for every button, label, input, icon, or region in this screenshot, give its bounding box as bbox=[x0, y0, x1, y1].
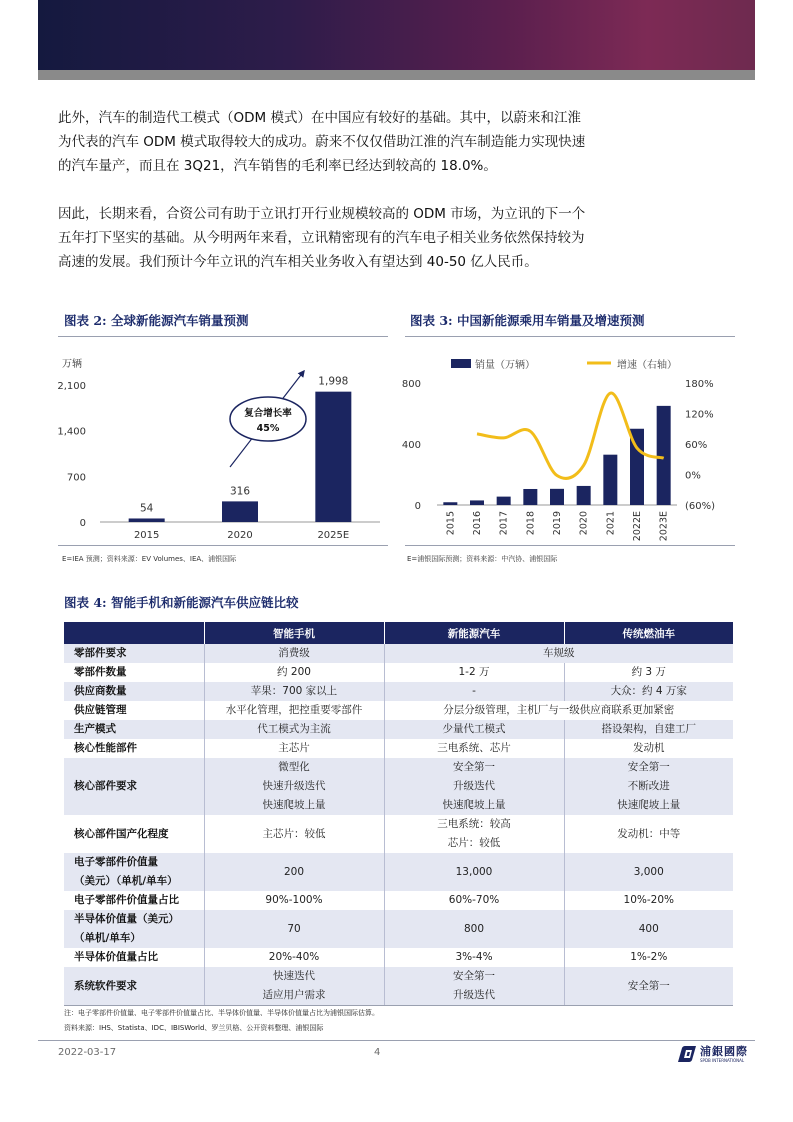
cell-line: 200 bbox=[283, 865, 305, 878]
spdb-logo-icon bbox=[676, 1044, 698, 1064]
cell-line: 搭设架构，自建工厂 bbox=[601, 723, 696, 735]
table-header-blank bbox=[64, 622, 204, 644]
cell-line: 水平化管理，把控重要零部件 bbox=[225, 704, 363, 716]
cell-line: 90%-100% bbox=[265, 894, 323, 906]
cell-line: - bbox=[472, 685, 476, 697]
cell-ice bbox=[564, 948, 733, 967]
cell-line: 快速爬坡上量 bbox=[442, 799, 506, 811]
cell-line: （单机/单车） bbox=[74, 932, 141, 944]
figure-4-title: 图表 4: 智能手机和新能源汽车供应链比较 bbox=[64, 595, 299, 610]
cell-nev bbox=[384, 663, 564, 682]
cagr-value: 45% bbox=[256, 423, 280, 434]
x-tick-label: 2017 bbox=[498, 511, 510, 536]
cell-line: 消费级 bbox=[278, 647, 310, 659]
table-row bbox=[64, 967, 733, 1005]
legend-label-growth: 增速（右轴） bbox=[617, 360, 677, 371]
cell-line: 车规级 bbox=[543, 647, 575, 659]
figure-2-title: 图表 2: 全球新能源汽车销量预测 bbox=[64, 313, 249, 328]
x-tick-label: 2025E bbox=[317, 530, 350, 541]
table-footnote: 注：电子零部件价值量、电子零部件价值量占比、半导体价值量、半导体价值量占比为浦银国际估算。 bbox=[64, 1009, 379, 1017]
cell-line: 系统软件要求 bbox=[74, 979, 137, 992]
cell-line: 代工模式为主流 bbox=[257, 723, 331, 735]
logo-cn-text: 浦銀國際 bbox=[700, 1045, 748, 1058]
cell-line: 核心部件要求 bbox=[74, 780, 137, 792]
sales-bar bbox=[443, 502, 457, 505]
chart-global-nev-sales-svg bbox=[58, 337, 388, 547]
table-row bbox=[64, 910, 733, 948]
cell-nev-and-ice bbox=[384, 644, 733, 663]
supply-chain-comparison-table bbox=[64, 622, 733, 1006]
cell-line: 微型化 bbox=[278, 761, 310, 773]
left-y-tick-label: 0 bbox=[414, 501, 421, 512]
cell-line: 3,000 bbox=[633, 865, 664, 878]
row-label bbox=[64, 739, 204, 758]
cell-nev bbox=[384, 948, 564, 967]
cell-ice bbox=[564, 815, 733, 853]
table-header-ice: 传统燃油车 bbox=[564, 622, 733, 644]
cell-line: 1-2 万 bbox=[458, 666, 490, 678]
row-label bbox=[64, 853, 204, 891]
cell-line: 3%-4% bbox=[455, 951, 493, 963]
cell-line: 发动机：中等 bbox=[617, 827, 681, 840]
cell-smartphone bbox=[204, 644, 384, 663]
cell-nev bbox=[384, 739, 564, 758]
bar-value-label: 316 bbox=[229, 485, 251, 498]
cell-smartphone bbox=[204, 910, 384, 948]
left-y-tick-label: 800 bbox=[401, 379, 421, 390]
bar-value-label: 1,998 bbox=[318, 375, 349, 388]
cell-nev bbox=[384, 967, 564, 1005]
cell-line: 供应商数量 bbox=[74, 685, 127, 697]
cell-line: 三电系统：较高 bbox=[437, 818, 511, 830]
table-row bbox=[64, 815, 733, 853]
cell-line: 不断改进 bbox=[627, 780, 670, 792]
cell-ice bbox=[564, 910, 733, 948]
cell-ice bbox=[564, 682, 733, 701]
table-header-nev: 新能源汽车 bbox=[384, 622, 564, 644]
table-source-note: 资料来源：IHS、Statista、IDC、IBISWorld、罗兰贝格、公开资料整理、浦银国际 bbox=[64, 1024, 324, 1032]
chart-china-nev-sales-svg bbox=[401, 337, 735, 547]
cell-smartphone bbox=[204, 701, 384, 720]
spdb-logo bbox=[676, 1042, 756, 1066]
cell-line: 主芯片 bbox=[278, 742, 310, 754]
cell-smartphone bbox=[204, 967, 384, 1005]
y-tick-label: 700 bbox=[66, 472, 86, 484]
row-label bbox=[64, 758, 204, 815]
cell-ice bbox=[564, 758, 733, 815]
cell-ice bbox=[564, 853, 733, 891]
cell-nev bbox=[384, 720, 564, 739]
cell-line: 主芯片：较低 bbox=[262, 827, 326, 840]
cell-line: 适应用户需求 bbox=[262, 989, 326, 1001]
cell-nev bbox=[384, 910, 564, 948]
table-row bbox=[64, 663, 733, 682]
cell-line: 三电系统、芯片 bbox=[437, 742, 511, 754]
y-tick-label: 0 bbox=[79, 518, 86, 529]
cell-line: 快速爬坡上量 bbox=[617, 799, 681, 811]
cell-ice bbox=[564, 663, 733, 682]
x-tick-label: 2022E bbox=[632, 511, 643, 542]
cell-line: 20%-40% bbox=[268, 951, 320, 963]
cell-line: 半导体价值量（美元） bbox=[74, 913, 179, 925]
figure-3-source-note: E=浦银国际预测；资料来源：中汽协、浦银国际 bbox=[407, 555, 558, 563]
cell-ice bbox=[564, 739, 733, 758]
row-label bbox=[64, 967, 204, 1005]
header-banner-stripe bbox=[38, 70, 755, 80]
cell-smartphone bbox=[204, 720, 384, 739]
cell-line: 大众：约 4 万家 bbox=[610, 685, 687, 697]
cell-line: 发动机 bbox=[633, 742, 665, 754]
cell-line: 快速迭代 bbox=[273, 970, 315, 982]
table-row bbox=[64, 948, 733, 967]
cell-smartphone bbox=[204, 682, 384, 701]
y-axis-unit-label: 万辆 bbox=[62, 359, 82, 370]
cell-smartphone bbox=[204, 948, 384, 967]
row-label bbox=[64, 682, 204, 701]
cagr-ellipse bbox=[230, 397, 306, 441]
cell-ice bbox=[564, 891, 733, 910]
bar-value-label: 54 bbox=[139, 502, 154, 515]
cell-line: 约 200 bbox=[277, 666, 311, 678]
bar bbox=[222, 501, 258, 522]
figure-2-source-note: E=IEA 预测；资料来源：EV Volumes、IEA、浦银国际 bbox=[62, 555, 237, 563]
cell-smartphone bbox=[204, 891, 384, 910]
row-label bbox=[64, 948, 204, 967]
body-paragraph-1: 此外，汽车的制造代工模式（ODM 模式）在中国应有较好的基础。其中，以蔚来和江淮为代表的汽车 ODM 模式取得较大的成功。蔚来不仅仅借助江淮的汽车制造能力实现快速的汽车量产，而且在 3Q21，汽车销售的毛利率已经达到较高的 18.0%。 bbox=[58, 110, 586, 174]
row-label bbox=[64, 910, 204, 948]
table-body bbox=[64, 644, 733, 1005]
cell-line: 安全第一 bbox=[627, 979, 670, 992]
cell-nev bbox=[384, 853, 564, 891]
row-label bbox=[64, 663, 204, 682]
x-tick-label: 2023E bbox=[658, 511, 670, 542]
x-tick-label: 2016 bbox=[472, 511, 483, 536]
right-y-tick-label: (60%) bbox=[685, 501, 716, 512]
sales-bar bbox=[603, 455, 617, 505]
y-tick-label: 1,400 bbox=[57, 426, 86, 438]
cell-line: 快速升级迭代 bbox=[262, 780, 326, 792]
cell-line: 60%-70% bbox=[448, 894, 500, 906]
sales-bar bbox=[657, 406, 671, 505]
x-tick-label: 2020 bbox=[578, 511, 590, 536]
cell-line: 分层分级管理，主机厂与一级供应商联系更加紧密 bbox=[443, 704, 675, 716]
cell-line: 升级迭代 bbox=[453, 780, 495, 792]
bar bbox=[315, 392, 351, 522]
cell-line: （美元）（单机/单车） bbox=[74, 875, 178, 887]
sales-bar bbox=[577, 486, 591, 505]
table-row bbox=[64, 682, 733, 701]
legend-label-sales: 销量（万辆） bbox=[475, 360, 535, 371]
bar bbox=[129, 518, 165, 522]
table-row bbox=[64, 891, 733, 910]
footer-date: 2022-03-17 bbox=[58, 1047, 117, 1058]
x-tick-label: 2020 bbox=[227, 530, 253, 541]
table-row bbox=[64, 853, 733, 891]
right-y-tick-label: 60% bbox=[685, 440, 708, 451]
sales-bar bbox=[497, 497, 511, 505]
cell-line: 供应链管理 bbox=[74, 704, 127, 716]
chart-global-nev-sales bbox=[58, 336, 388, 546]
cell-line: 快速爬坡上量 bbox=[262, 799, 326, 811]
table-row bbox=[64, 739, 733, 758]
cell-line: 核心部件国产化程度 bbox=[74, 827, 169, 840]
cell-line: 70 bbox=[287, 922, 301, 935]
row-label bbox=[64, 815, 204, 853]
x-tick-label: 2018 bbox=[525, 511, 537, 536]
table-row bbox=[64, 644, 733, 663]
body-paragraph-2: 因此，长期来看，合资公司有助于立讯打开行业规模较高的 ODM 市场，为立讯的下一个五年打下坚实的基础。从今明两年来看，立讯精密现有的汽车电子相关业务依然保持较为高速的发展。我们预计今年立讯的汽车相关业务收入有望达到 40-50 亿人民币。 bbox=[58, 206, 586, 270]
page-number: 4 bbox=[374, 1047, 381, 1058]
row-label bbox=[64, 644, 204, 663]
row-label bbox=[64, 891, 204, 910]
x-tick-label: 2019 bbox=[552, 511, 563, 536]
cell-nev bbox=[384, 815, 564, 853]
x-tick-label: 2015 bbox=[445, 511, 457, 536]
right-y-tick-label: 120% bbox=[685, 409, 714, 421]
right-y-tick-label: 0% bbox=[685, 470, 701, 482]
cell-line: 安全第一 bbox=[627, 761, 670, 773]
table-row bbox=[64, 701, 733, 720]
legend-swatch-sales bbox=[451, 359, 471, 368]
y-tick-label: 2,100 bbox=[57, 381, 86, 392]
cell-nev bbox=[384, 891, 564, 910]
footer-divider bbox=[38, 1040, 755, 1041]
cell-ice bbox=[564, 967, 733, 1005]
header-banner bbox=[38, 0, 755, 70]
cell-line: 核心性能部件 bbox=[74, 742, 137, 754]
cell-line: 少量代工模式 bbox=[442, 723, 506, 735]
cell-line: 13,000 bbox=[455, 865, 493, 878]
cell-line: 安全第一 bbox=[453, 970, 495, 982]
table-header-row bbox=[64, 622, 733, 644]
sales-bar bbox=[550, 489, 564, 505]
cell-line: 升级迭代 bbox=[453, 989, 495, 1001]
cell-nev-and-ice bbox=[384, 701, 733, 720]
cell-line: 安全第一 bbox=[453, 761, 495, 773]
row-label bbox=[64, 701, 204, 720]
cell-line: 400 bbox=[638, 922, 659, 935]
cell-smartphone bbox=[204, 758, 384, 815]
cell-ice bbox=[564, 720, 733, 739]
cell-smartphone bbox=[204, 739, 384, 758]
cell-line: 800 bbox=[463, 922, 485, 935]
cell-smartphone bbox=[204, 815, 384, 853]
cell-line: 生产模式 bbox=[74, 723, 116, 735]
cell-nev bbox=[384, 758, 564, 815]
cagr-label: 复合增长率 bbox=[244, 408, 292, 419]
chart-china-nev-sales bbox=[401, 336, 735, 546]
cell-line: 苹果：700 家以上 bbox=[250, 685, 338, 697]
sales-bar bbox=[523, 489, 537, 505]
cell-line: 零部件数量 bbox=[74, 666, 127, 678]
left-y-tick-label: 400 bbox=[401, 440, 421, 451]
cell-line: 电子零部件价值量占比 bbox=[74, 894, 179, 906]
logo-en-text: SPDB INTERNATIONAL bbox=[700, 1058, 745, 1063]
cell-line: 约 3 万 bbox=[631, 666, 666, 678]
cell-nev bbox=[384, 682, 564, 701]
table-row bbox=[64, 758, 733, 815]
sales-bar bbox=[470, 500, 484, 505]
cell-smartphone bbox=[204, 853, 384, 891]
right-y-tick-label: 180% bbox=[685, 379, 714, 390]
cell-smartphone bbox=[204, 663, 384, 682]
table-header-smartphone: 智能手机 bbox=[204, 622, 384, 644]
cell-line: 10%-20% bbox=[623, 894, 674, 906]
cell-line: 电子零部件价值量 bbox=[74, 856, 158, 868]
cell-line: 半导体价值量占比 bbox=[74, 951, 158, 963]
figure-3-title: 图表 3: 中国新能源乘用车销量及增速预测 bbox=[410, 313, 645, 328]
cell-line: 芯片：较低 bbox=[447, 837, 501, 849]
row-label bbox=[64, 720, 204, 739]
x-tick-label: 2021 bbox=[605, 511, 617, 536]
table-row bbox=[64, 720, 733, 739]
x-tick-label: 2015 bbox=[133, 530, 160, 541]
cell-line: 零部件要求 bbox=[74, 647, 127, 659]
cell-line: 1%-2% bbox=[630, 951, 668, 963]
